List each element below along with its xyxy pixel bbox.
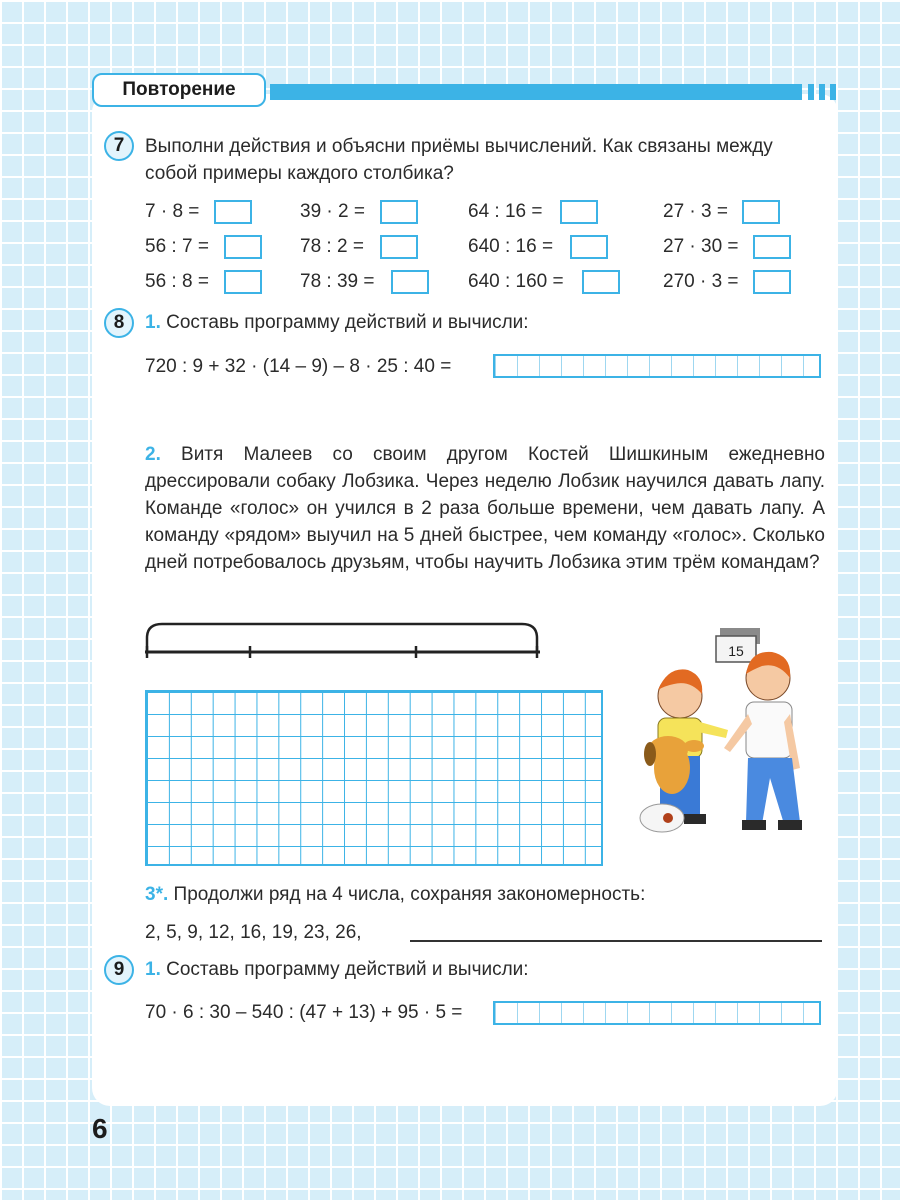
- header-stripe: [819, 84, 825, 100]
- task-9-part-1: [145, 956, 825, 983]
- calendar-date: 15: [728, 643, 744, 659]
- equation: 56 : 7 =: [145, 236, 209, 257]
- answer-cells[interactable]: [493, 1001, 821, 1025]
- word-problem-text: Витя Малеев со своим другом Костей Шишкиным ежедневно дрессировали собаку Лобзика. Через неделю Лобзик научился давать лапу. Команде «голос» он учился в 2 раза больше времени, чем давать лапу. А команду «рядом» выучил на 5 дней быстрее, чем команду «голос». Сколько дней потребовалось друзьям, чтобы научить Лобзика этим трём командам?: [145, 444, 825, 573]
- subtask-marker: 3*.: [145, 884, 169, 905]
- answer-box[interactable]: [391, 270, 429, 294]
- task-8-number: 8: [104, 308, 134, 338]
- answer-box[interactable]: [380, 200, 418, 224]
- answer-box[interactable]: [560, 200, 598, 224]
- boys-with-dog-illustration: [628, 618, 828, 843]
- equation: 640 : 160 =: [468, 271, 564, 292]
- answer-box[interactable]: [753, 270, 791, 294]
- boy-right: [724, 652, 802, 830]
- answer-box[interactable]: [582, 270, 620, 294]
- equation: 27 · 30 =: [663, 236, 739, 257]
- brace: [147, 624, 537, 652]
- answer-box[interactable]: [742, 200, 780, 224]
- task-8-part-2: [145, 441, 825, 576]
- task-8-part-1: [145, 309, 825, 336]
- answer-box[interactable]: [380, 235, 418, 259]
- equation: 78 : 39 =: [300, 271, 375, 292]
- solution-grid[interactable]: [145, 690, 603, 866]
- task-8-part-3: [145, 881, 825, 908]
- header-bar: [270, 84, 802, 100]
- subtask-marker: 1.: [145, 959, 161, 980]
- equation: 39 · 2 =: [300, 201, 365, 222]
- subtask-marker: 2.: [145, 444, 161, 465]
- subtask-marker: 1.: [145, 312, 161, 333]
- calendar-icon: [716, 628, 760, 662]
- equation: 270 · 3 =: [663, 271, 739, 292]
- answer-box[interactable]: [224, 270, 262, 294]
- subtask-text: Продолжи ряд на 4 числа, сохраняя закономерность:: [173, 884, 646, 905]
- answer-box[interactable]: [214, 200, 252, 224]
- equation: 64 : 16 =: [468, 201, 543, 222]
- task-7-number: 7: [104, 131, 134, 161]
- header-stripe: [808, 84, 814, 100]
- page-number: 6: [92, 1113, 108, 1144]
- segment-diagram: [140, 618, 545, 660]
- header-stripe: [830, 84, 836, 100]
- answer-box[interactable]: [570, 235, 608, 259]
- equation: 640 : 16 =: [468, 236, 554, 257]
- answer-box[interactable]: [224, 235, 262, 259]
- equation: 78 : 2 =: [300, 236, 364, 257]
- task-7-text: Выполни действия и объясни приёмы вычислений. Как связаны между собой примеры каждого столбика?: [145, 136, 773, 184]
- expression: 720 : 9 + 32 · (14 – 9) – 8 · 25 : 40 =: [145, 356, 452, 377]
- answer-line[interactable]: [410, 940, 822, 942]
- section-title: Повторение: [92, 73, 266, 107]
- subtask-text: Составь программу действий и вычисли:: [166, 312, 529, 333]
- subtask-text: Составь программу действий и вычисли:: [166, 959, 529, 980]
- number-sequence: 2, 5, 9, 12, 16, 19, 23, 26,: [145, 922, 362, 943]
- equation: 7 · 8 =: [145, 201, 200, 222]
- equation: 56 : 8 =: [145, 271, 209, 292]
- task-9-number: 9: [104, 955, 134, 985]
- answer-box[interactable]: [753, 235, 791, 259]
- answer-cells[interactable]: [493, 354, 821, 378]
- equation: 27 · 3 =: [663, 201, 728, 222]
- expression: 70 · 6 : 30 – 540 : (47 + 13) + 95 · 5 =: [145, 1002, 463, 1023]
